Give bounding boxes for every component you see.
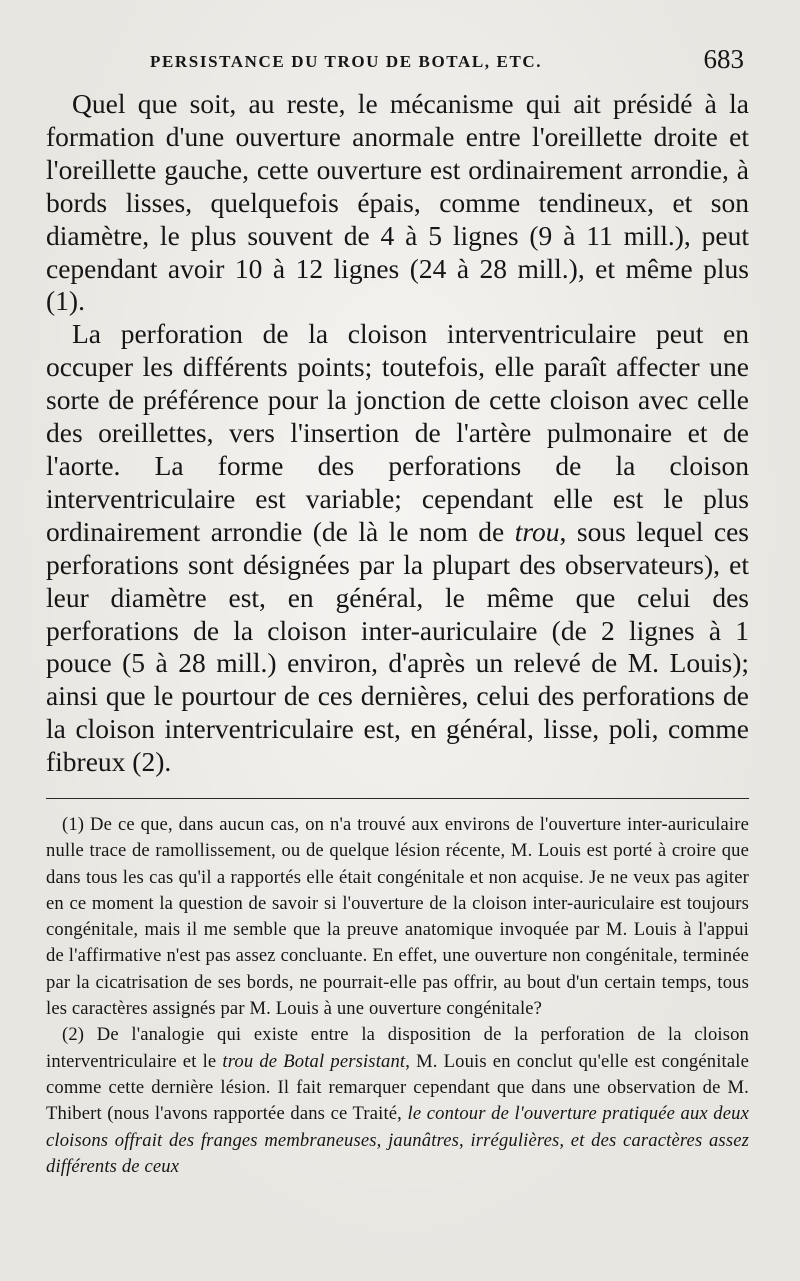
footnote-2-text-a: (2) De l'analogie qui existe entre la disposition de la perforation de la cloison interventriculaire et le: [46, 1024, 749, 1072]
paragraph-1: Quel que soit, au reste, le mécanisme qui ait présidé à la formation d'une ouverture anormale entre l'oreillette droite et l'oreillette gauche, cette ouverture est ordinairement arrondie, à bords lisses, quelquefois épais, comme tendineux, et son diamètre, le plus souvent de 4 à 5 lignes (9 à 11 mill.), peut cependant avoir 10 à 12 lignes (24 à 28 mill.), et même plus (1).: [46, 88, 749, 317]
footnote-1: (1) De ce que, dans aucun cas, on n'a trouvé aux environs de l'ouverture inter-auriculaire nulle trace de ramollissement, ou de quelque lésion récente, M. Louis est porté à croire que dans tous les cas qu'il a rapportés elle était congénitale et non acquise. Je ne veux pas agiter en ce moment la question de savoir si l'ouverture de la cloison inter-auriculaire est toujours congénitale, mais il me semble que la preuve anatomique invoquée par M. Louis à l'appui de l'affirmative n'est pas assez concluante. En effet, une ouverture non congénitale, terminée par la cicatrisation de ses bords, ne pourrait-elle pas offrir, au bout d'un certain temps, tous les caractères assignés par M. Louis à une ouverture congénitale?: [46, 814, 749, 1020]
page-header: [110, 44, 750, 78]
paragraph-2: [46, 318, 749, 779]
paragraph-2-text-b: , sous lequel ces perforations sont désignées par la plupart des observateurs), et leur diamètre est, en général, le même que celui des perforations de la cloison inter-auriculaire (de 2 lignes à 1 pouce (5 à 28 mill.) environ, d'après un relevé de M. Louis); ainsi que le pourtour de ces dernières, celui des perforations de la cloison interventriculaire est, en général, lisse, poli, comme fibreux (2).: [46, 515, 750, 778]
page-number: 683: [703, 44, 744, 74]
footnote-separator: [46, 798, 749, 799]
footnotes: [46, 812, 749, 1180]
footnote-2-emphasis-1: trou de Botal persistant: [222, 1050, 406, 1072]
paragraph-2-text-a: La perforation de la cloison interventriculaire peut en occuper les différents points; toutefois, elle paraît affecter une sorte de préférence pour la jonction de cette cloison avec celle des oreillettes, vers l'insertion de l'artère pulmonaire et de l'aorte. La forme des perforations de la cloison interventriculaire est variable; cependant elle est le plus ordinairement arrondie (de là le nom de: [46, 318, 749, 547]
footnote-2: [46, 1022, 749, 1180]
running-title: PERSISTANCE DU TROU DE BOTAL, ETC.: [150, 52, 543, 71]
footnote-2-emphasis-2: le contour de l'ouverture pratiquée aux deux cloisons offrait des franges membraneuses, jaunâtres, irrégulières, et des caractères assez différents de ceux: [46, 1103, 750, 1177]
footnote-2-text-b: , M. Louis en conclut qu'elle est congénitale comme cette dernière lésion. Il fait remarquer cependant que dans une observation de M. Thibert (nous l'avons rapportée dans ce Traité,: [46, 1050, 749, 1125]
main-text: [46, 88, 749, 779]
paragraph-2-emphasis: trou: [514, 515, 560, 547]
